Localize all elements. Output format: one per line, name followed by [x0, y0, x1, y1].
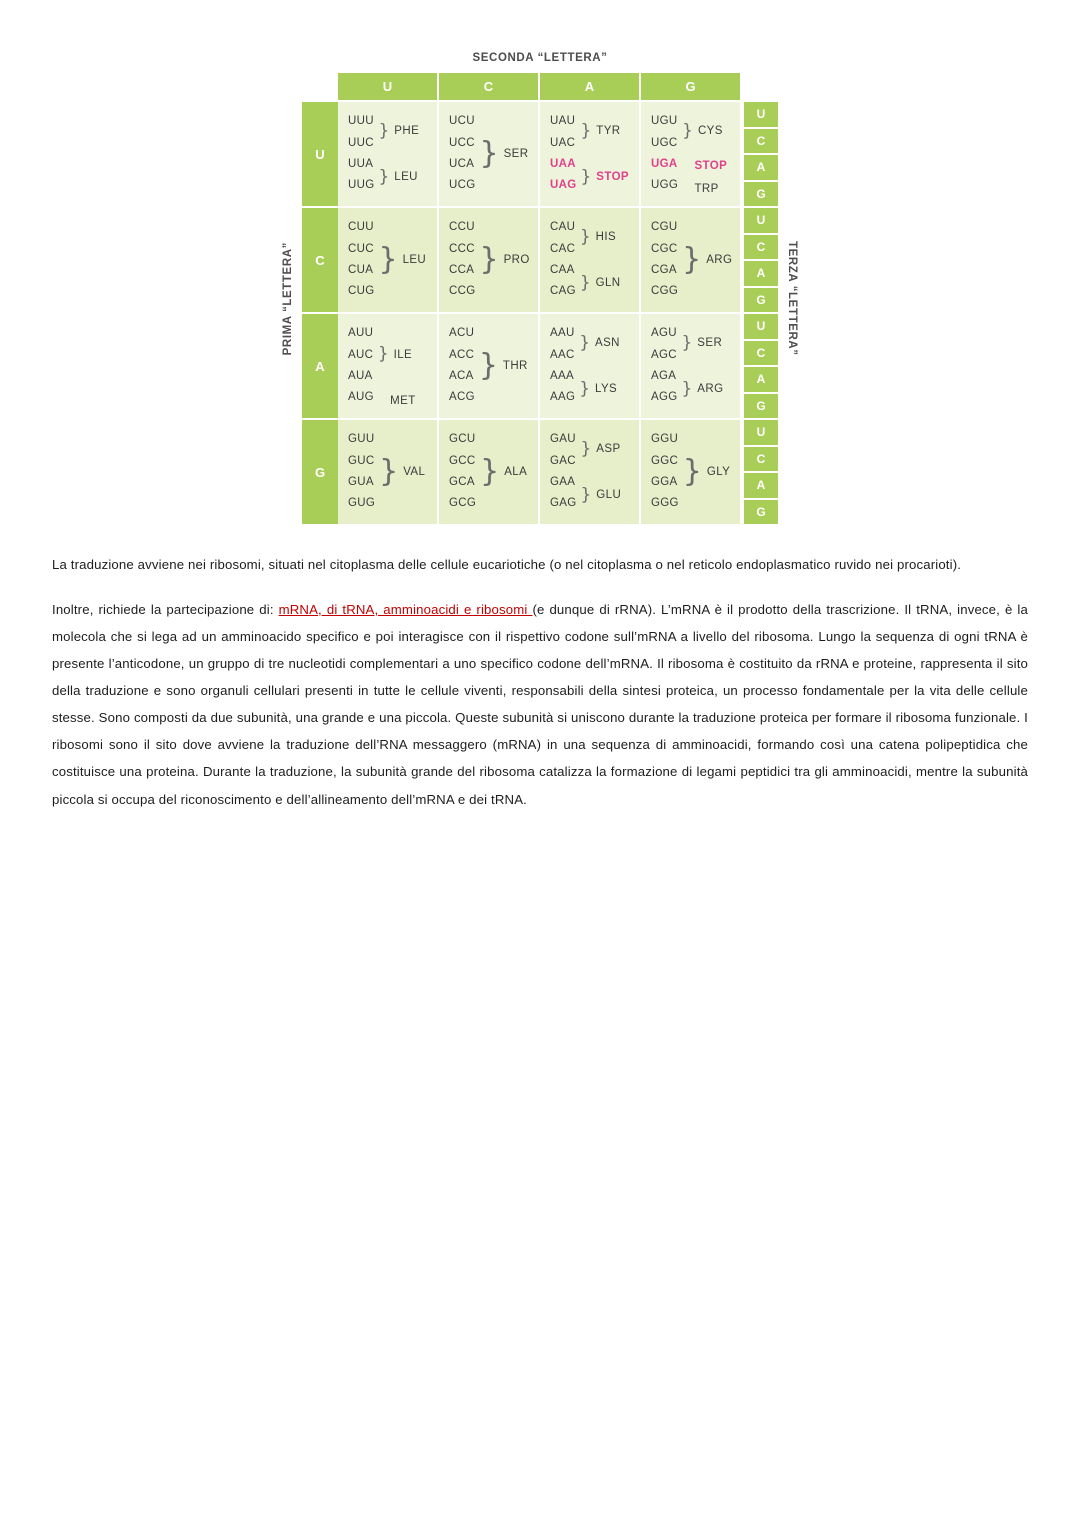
codon-cell-inner [449, 108, 534, 200]
codon-cell-a-g [641, 314, 742, 418]
brace-icon: } [580, 120, 592, 141]
amino-acid-group-phe [378, 108, 419, 154]
codon-list [651, 323, 677, 408]
column-header-u: U [338, 73, 439, 100]
amino-acid-group-arg [681, 366, 723, 412]
codon-ucc: UCC [449, 136, 475, 149]
amino-acid-list [378, 214, 426, 306]
amino-acid-group-his [580, 214, 621, 260]
codon-ggu: GGU [651, 433, 679, 446]
figure-left-axis-label [275, 72, 301, 525]
codon-cell-inner [651, 426, 736, 518]
row-header-g: G [302, 420, 338, 524]
third-letter-c: C [742, 235, 778, 262]
amino-acid-list [379, 426, 425, 518]
codon-cell-c-u [338, 208, 439, 312]
codon-aac: AAC [550, 348, 575, 361]
codon-cgc: CGC [651, 242, 678, 255]
amino-acid-list [580, 214, 621, 306]
brace-icon: } [579, 378, 591, 399]
codon-cell-inner [550, 214, 635, 306]
brace-icon: } [682, 242, 702, 277]
codon-cell-g-u [338, 420, 439, 524]
codon-auc: AUC [348, 348, 374, 361]
codon-cell-a-u [338, 314, 439, 418]
amino-acid-label-leu: LEU [394, 171, 418, 183]
brace-icon: } [378, 242, 398, 277]
amino-acid-list [580, 108, 629, 200]
brace-icon: } [478, 348, 498, 383]
amino-acid-group-met [378, 389, 416, 412]
codon-ucu: UCU [449, 115, 475, 128]
codon-list [651, 429, 679, 514]
codon-cell-inner [550, 426, 635, 518]
codon-caa: CAA [550, 264, 575, 276]
codon-uag: UAG [550, 179, 577, 192]
codon-cell-g-a [540, 420, 641, 524]
third-letter-column-a [742, 314, 778, 418]
amino-acid-group-trp [682, 177, 727, 200]
brace-icon: } [682, 120, 693, 141]
codon-cell-c-a [540, 208, 641, 312]
amino-acid-list [479, 214, 529, 306]
third-letter-u: U [742, 420, 778, 447]
codon-aau: AAU [550, 327, 575, 340]
paragraph-traduzione: La traduzione avviene nei ribosomi, situati nel citoplasma delle cellule eucariotiche (o nel citoplasma o nel reticolo endoplasmatico ruvido nei procarioti). [52, 557, 962, 572]
brace-icon: } [479, 136, 499, 171]
amino-acid-group-thr [479, 320, 528, 412]
amino-acid-group-stop [682, 154, 727, 177]
codon-cug: CUG [348, 285, 375, 298]
codon-cell-inner [651, 108, 736, 200]
third-letter-g: G [742, 288, 778, 313]
codon-table [301, 72, 779, 525]
codon-cca: CCA [449, 264, 475, 276]
codon-acg: ACG [449, 391, 475, 404]
third-letter-u: U [742, 314, 778, 341]
codon-cell-inner [449, 320, 534, 412]
brace-icon: } [580, 484, 592, 505]
codon-cell-u-u [338, 102, 439, 206]
codon-cgg: CGG [651, 285, 679, 298]
codon-aag: AAG [550, 391, 576, 404]
codon-gac: GAC [550, 454, 576, 467]
column-header-a: A [540, 73, 641, 100]
codon-list [348, 323, 374, 408]
third-letter-c: C [742, 341, 778, 368]
brace-icon: } [580, 438, 592, 459]
amino-acid-label-stop: STOP [694, 159, 728, 172]
codon-list [651, 111, 678, 196]
codon-uaa: UAA [550, 158, 576, 170]
amino-acid-label-arg: ARG [706, 254, 733, 266]
row-header-a: A [302, 314, 338, 418]
amino-acid-list [682, 108, 727, 200]
brace-icon: } [378, 166, 390, 187]
column-header-c: C [439, 73, 540, 100]
third-letter-column-u [742, 102, 778, 206]
paragraph-partecipazione-lead: Inoltre, richiede la partecipazione di: [52, 602, 279, 618]
amino-acid-group-asp [580, 426, 621, 472]
mrna-trna-link[interactable]: mRNA, di tRNA, amminoacidi e ribosomi [278, 602, 533, 618]
amino-acid-group-arg [682, 214, 732, 306]
amino-acid-label-ser: SER [503, 148, 529, 160]
row-header-u: U [302, 102, 338, 206]
amino-acid-group-ile [378, 320, 416, 389]
amino-acid-label-lys: LYS [595, 383, 618, 395]
codon-aua: AUA [348, 370, 373, 382]
brace-icon: } [579, 226, 591, 247]
codon-cau: CAU [550, 221, 576, 234]
codon-cell-a-c [439, 314, 540, 418]
codon-auu: AUU [348, 327, 374, 340]
amino-acid-group-glu [580, 472, 621, 518]
amino-acid-label-pro: PRO [503, 254, 530, 266]
codon-cga: CGA [651, 264, 677, 276]
codon-uug: UUG [348, 179, 375, 192]
brace-icon: } [377, 344, 389, 364]
codon-table-header-row [302, 73, 778, 100]
amino-acid-list [681, 320, 723, 412]
codon-gcu: GCU [449, 433, 476, 446]
header-corner-spacer [302, 73, 338, 100]
amino-acid-list [683, 426, 730, 518]
codon-table-rows [302, 100, 778, 524]
third-letter-c: C [742, 129, 778, 156]
amino-acid-group-ala [480, 426, 527, 518]
amino-acid-list [378, 320, 416, 412]
third-letter-column-g [742, 420, 778, 524]
amino-acid-label-asn: ASN [595, 337, 620, 349]
amino-acid-group-tyr [580, 108, 629, 154]
codon-aug: AUG [348, 391, 374, 404]
amino-acid-list [378, 108, 419, 200]
codon-ugg: UGG [651, 179, 679, 192]
codon-cell-inner [651, 320, 736, 412]
document-body-text [52, 551, 1028, 813]
codon-uac: UAC [550, 136, 576, 149]
amino-acid-group-lys [579, 366, 620, 412]
figure-right-axis-label-text: TERZA “LETTERA” [786, 241, 798, 356]
amino-acid-list [480, 426, 527, 518]
codon-cag: CAG [550, 285, 576, 298]
amino-acid-group-gln [580, 260, 621, 306]
amino-acid-group-pro [479, 214, 529, 306]
figure-body [275, 72, 805, 525]
codon-uuc: UUC [348, 136, 374, 149]
amino-acid-label-stop: STOP [596, 171, 629, 183]
codon-agu: AGU [651, 327, 677, 340]
codon-cell-inner [348, 214, 433, 306]
codon-list [550, 323, 575, 408]
codon-row-a [302, 312, 778, 418]
codon-cell-inner [449, 426, 534, 518]
codon-row-u [302, 100, 778, 206]
amino-acid-group-gly [683, 426, 730, 518]
codon-guc: GUC [348, 454, 375, 467]
codon-cell-inner [651, 214, 736, 306]
codon-cell-c-g [641, 208, 742, 312]
codon-agc: AGC [651, 348, 677, 361]
amino-acid-label-his: HIS [595, 231, 617, 243]
codon-cell-inner [348, 108, 433, 200]
amino-acid-group-stop [580, 154, 629, 200]
codon-list [348, 111, 374, 196]
amino-acid-label-ile: ILE [393, 348, 413, 361]
codon-cell-g-c [439, 420, 540, 524]
codon-aca: ACA [449, 370, 474, 382]
codon-gua: GUA [348, 476, 374, 488]
codon-cuc: CUC [348, 242, 374, 255]
third-letter-a: A [742, 367, 778, 394]
codon-gca: GCA [449, 476, 475, 488]
codon-cell-inner [550, 108, 635, 200]
brace-icon: } [681, 332, 693, 353]
codon-gaa: GAA [550, 476, 576, 488]
amino-acid-label-tyr: TYR [596, 125, 621, 137]
codon-cell-inner [550, 320, 635, 412]
column-header-g: G [641, 73, 742, 100]
codon-list [449, 323, 475, 408]
brace-icon: } [681, 378, 693, 399]
codon-list [449, 429, 476, 514]
amino-acid-label-met: MET [390, 394, 416, 407]
third-letter-a: A [742, 473, 778, 500]
codon-list [348, 217, 374, 302]
codon-cell-u-c [439, 102, 540, 206]
amino-acid-label-gln: GLN [595, 277, 621, 289]
codon-gcg: GCG [449, 497, 477, 510]
codon-ccc: CCC [449, 242, 475, 255]
codon-acc: ACC [449, 348, 475, 361]
row-header-c: C [302, 208, 338, 312]
amino-acid-group-ser [681, 320, 723, 366]
paragraph-partecipazione-rest: (e dunque di rRNA). L’mRNA è il prodotto della trascrizione. Il tRNA, invece, è la molecola che si lega ad un amminoacido specifico e poi interagisce con il rispettivo codone sull’mRNA a livello del ribosoma. Lungo la sequenza di ogni tRNA è presente l’anticodone, un gruppo di tre nucleotidi complementari a uno specifico codone dell’mRNA. Il ribosoma è costituito da rRNA e proteine, rappresenta il sito della traduzione e sono organuli cellulari presenti in tutte le cellule viventi, responsabili della sintesi proteica, un processo fondamentale per la vita delle cellule stesse. Sono composti da due subunità, una grande e una piccola. Queste subunità si uniscono durante la traduzione proteica per formare il ribosoma funzionale. I ribosomi sono il sito dove avviene la traduzione dell’RNA messaggero (mRNA) in una sequenza di amminoacidi, formando così una catena polipeptidica che costituisce una proteina. Durante la traduzione, la subunità grande del ribosoma catalizza la formazione di legami peptidici tra gli amminoacidi, mentre la subunità piccola si occupa del riconoscimento e dell’allineamento dell’mRNA e dei tRNA. [52, 602, 1028, 807]
amino-acid-label-ser: SER [697, 337, 723, 349]
codon-list [449, 111, 475, 196]
amino-acid-label-gly: GLY [706, 466, 731, 478]
brace-icon: } [579, 272, 591, 293]
brace-icon: } [579, 332, 591, 353]
amino-acid-label-trp: TRP [694, 182, 719, 195]
third-letter-u: U [742, 208, 778, 235]
codon-gag: GAG [550, 497, 577, 510]
amino-acid-group-ser [479, 108, 528, 200]
amino-acid-list [479, 320, 528, 412]
codon-ugu: UGU [651, 115, 678, 128]
third-letter-c: C [742, 447, 778, 474]
codon-cell-u-a [540, 102, 641, 206]
codon-uua: UUA [348, 158, 374, 170]
codon-list [550, 429, 576, 514]
brace-icon: } [378, 120, 390, 141]
amino-acid-group-cys [682, 108, 727, 154]
codon-ggc: GGC [651, 454, 679, 467]
brace-icon: } [682, 454, 702, 489]
codon-uga: UGA [651, 158, 678, 170]
codon-cell-u-g [641, 102, 742, 206]
paragraph-partecipazione [52, 596, 1028, 813]
amino-acid-label-ala: ALA [504, 466, 528, 478]
third-letter-u: U [742, 102, 778, 129]
codon-cell-inner [348, 320, 433, 412]
codon-row-g [302, 418, 778, 524]
codon-cell-inner [449, 214, 534, 306]
brace-icon: } [580, 166, 592, 187]
amino-acid-group-leu [378, 214, 426, 306]
codon-uau: UAU [550, 115, 576, 128]
codon-table-figure [275, 0, 805, 525]
third-letter-column-c [742, 208, 778, 312]
amino-acid-group-leu [378, 154, 419, 200]
codon-uuu: UUU [348, 115, 374, 128]
codon-list [449, 217, 475, 302]
amino-acid-label-val: VAL [403, 466, 426, 478]
codon-guu: GUU [348, 433, 375, 446]
codon-list [550, 111, 576, 196]
codon-cgu: CGU [651, 221, 678, 234]
third-letter-g: G [742, 394, 778, 419]
codon-cac: CAC [550, 242, 576, 255]
brace-icon: } [480, 454, 500, 489]
figure-left-axis-label-text: PRIMA “LETTERA” [282, 241, 294, 356]
codon-cell-inner [348, 426, 433, 518]
codon-list [550, 217, 576, 302]
amino-acid-label-glu: GLU [596, 489, 622, 501]
codon-row-c [302, 206, 778, 312]
amino-acid-list [479, 108, 528, 200]
amino-acid-list [682, 214, 732, 306]
third-letter-a: A [742, 261, 778, 288]
codon-cua: CUA [348, 264, 374, 276]
amino-acid-label-cys: CYS [697, 125, 723, 137]
amino-acid-label-thr: THR [502, 360, 528, 372]
amino-acid-label-leu: LEU [402, 254, 427, 266]
codon-ccg: CCG [449, 285, 476, 298]
codon-agg: AGG [651, 391, 678, 404]
brace-icon: } [379, 454, 399, 489]
codon-gau: GAU [550, 433, 576, 446]
amino-acid-label-arg: ARG [697, 383, 724, 395]
amino-acid-list [579, 320, 620, 412]
amino-acid-label-asp: ASP [596, 443, 621, 455]
codon-gug: GUG [348, 497, 376, 510]
codon-gga: GGA [651, 476, 678, 488]
codon-ugc: UGC [651, 136, 678, 149]
amino-acid-group-val [379, 426, 425, 518]
codon-cell-a-a [540, 314, 641, 418]
codon-gcc: GCC [449, 454, 476, 467]
header-right-spacer [742, 73, 778, 100]
third-letter-g: G [742, 500, 778, 525]
amino-acid-list [580, 426, 621, 518]
codon-uca: UCA [449, 158, 475, 170]
codon-cell-g-g [641, 420, 742, 524]
codon-aga: AGA [651, 370, 677, 382]
brace-icon: } [479, 242, 499, 277]
codon-aaa: AAA [550, 370, 574, 382]
codon-list [348, 429, 375, 514]
codon-ggg: GGG [651, 497, 679, 510]
figure-top-axis-label: SECONDA “LETTERA” [472, 52, 608, 64]
figure-right-axis-label [779, 72, 805, 525]
codon-list [651, 217, 678, 302]
third-letter-g: G [742, 182, 778, 207]
codon-cuu: CUU [348, 221, 374, 234]
third-letter-a: A [742, 155, 778, 182]
codon-ucg: UCG [449, 179, 476, 192]
codon-acu: ACU [449, 327, 475, 340]
amino-acid-label-phe: PHE [394, 125, 420, 137]
codon-cell-c-c [439, 208, 540, 312]
codon-ccu: CCU [449, 221, 475, 234]
amino-acid-group-asn [579, 320, 620, 366]
